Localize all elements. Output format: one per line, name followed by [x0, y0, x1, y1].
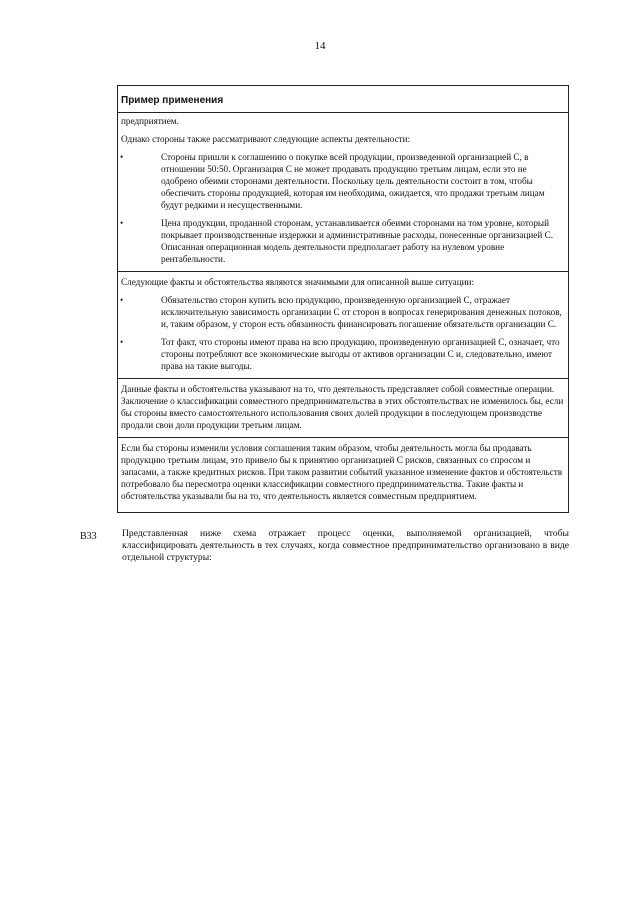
bullet-icon: • [120, 152, 124, 162]
divider [118, 437, 568, 438]
bullet-icon: • [120, 295, 124, 305]
aspect-text: Цена продукции, проданной сторонам, устанавливается обеими сторонами на том уровне, который покрывает производственные издержки и административные расходы, понесенные организацией С. Описанная операционная модель деятельности предполагает работу на нулевом уровне рентабельности. [161, 218, 553, 264]
paragraph-text-b33: Представленная ниже схема отражает процесс оценки, выполняемой организацией, чтобы классифицировать деятельность в тех случаях, когда совместное предпринимательство организовано в виде отдельной структуры: [122, 528, 569, 563]
divider [118, 378, 568, 379]
aspect-bullet-1 [121, 151, 565, 211]
facts-lead: Следующие факты и обстоятельства являются значимыми для описанной выше ситуации: [121, 277, 475, 287]
intro-text: предприятием. [121, 116, 179, 126]
paragraph-label-b33: B33 [80, 531, 97, 542]
box-header [118, 86, 568, 113]
bullet-icon: • [120, 218, 124, 228]
alternative-text: Если бы стороны изменили условия соглашения таким образом, чтобы деятельность могла бы продавать продукцию третьим лицам, это привело бы к принятию организацией С рисков, связанных со спросом и запасами, а также кредитных рисков. При таком развитии событий указанное изменение фактов и обстоятельств потребовало бы пересмотра оценки классификации совместного предпринимательства. Такие факты и обстоятельства указывали бы на то, что деятельность является совместным предприятием. [121, 443, 563, 501]
fact-text: Тот факт, что стороны имеют права на всю продукцию, произведенную организацией С, означает, что стороны потребляют все экономические выгоды от активов организации С и, следовательно, имеют права на такие выгоды. [161, 337, 560, 371]
aspect-bullet-2 [121, 217, 565, 265]
application-example-box [117, 85, 569, 513]
box-title: Пример применения [121, 95, 224, 106]
conclusion-text: Данные факты и обстоятельства указывают на то, что деятельность представляет собой совместные операции. Заключение о классификации совместного предпринимательства в этих обстоятельствах не изменилось бы, если бы стороны вместо самостоятельного использования своих долей продукции в последующем производстве продали свои доли продукции третьим лицам. [121, 384, 564, 430]
box-body [118, 113, 568, 502]
bullet-icon: • [120, 337, 124, 347]
aspect-text: Стороны пришли к соглашению о покупке всей продукции, произведенной организацией С, в отношении 50:50. Организация С не может продавать продукцию третьим лицам, если это не одобрено обеими сторонами деятельности. Поскольку цель деятельности состоит в том, чтобы обеспечить стороны продукцией, которая им необходима, ожидается, что продажи третьим лицам будут редкими и несущественными. [161, 152, 545, 210]
aspects-lead: Однако стороны также рассматривают следующие аспекты деятельности: [121, 134, 411, 144]
fact-bullet-1 [121, 294, 565, 330]
fact-bullet-2 [121, 336, 565, 372]
page-number: 14 [314, 40, 326, 52]
fact-text: Обязательство сторон купить всю продукцию, произведенную организацией С, отражает исключительную зависимость организации С от сторон в вопросах генерирования денежных потоков, и, таким образом, у сторон есть обязанность финансировать погашение обязательств организации С. [161, 295, 562, 329]
divider [118, 271, 568, 272]
